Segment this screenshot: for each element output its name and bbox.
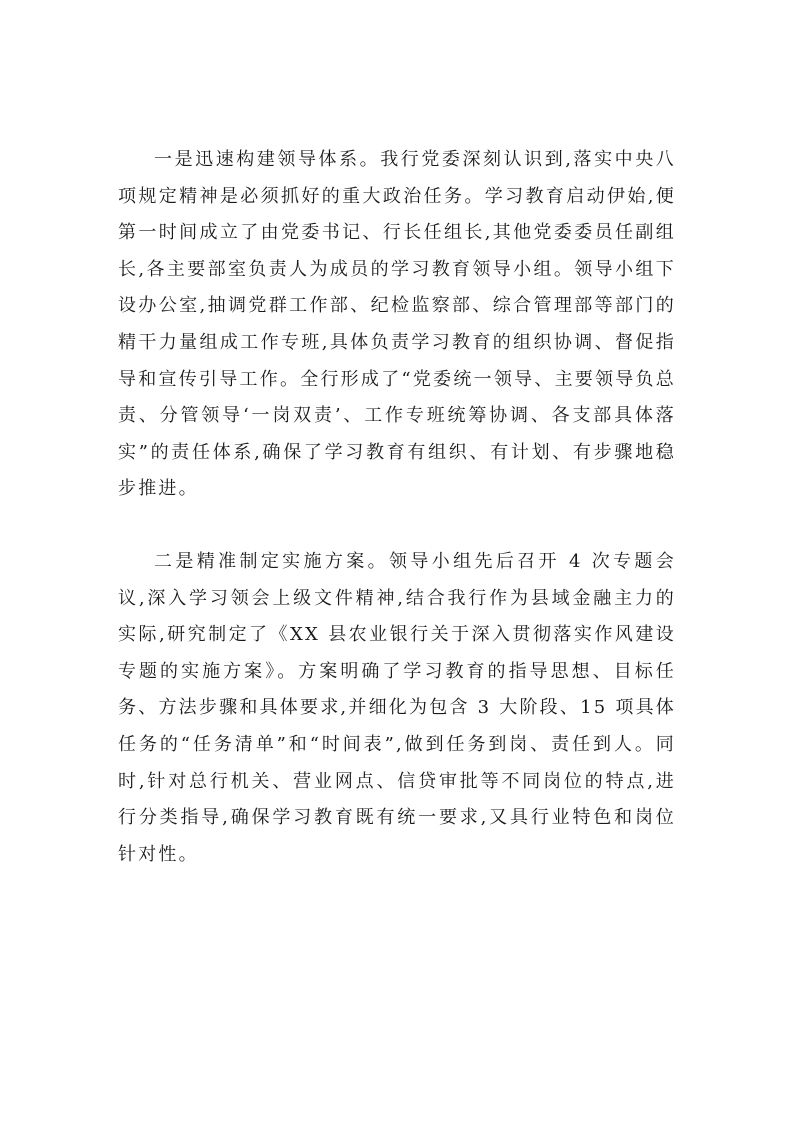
paragraph-implementation-plan: 二是精准制定实施方案。领导小组先后召开 4 次专题会议,深入学习领会上级文件精神,结合我行作为县域金融主力的实际,研究制定了《XX 县农业银行关于深入贯彻落实作风建设专题的实施方案》。方案明确了学习教育的指导思想、目标任务、方法步骤和具体要求,并细化为包含 3 大阶段、15 项具体任务的“任务清单”和“时间表”,做到任务到岗、责任到人。同时,针对总行机关、营业网点、信贷审批等不同岗位的特点,进行分类指导,确保学习教育既有统一要求,又具行业特色和岗位针对性。 <box>118 550 676 865</box>
paragraph-leadership-system: 一是迅速构建领导体系。我行党委深刻认识到,落实中央八项规定精神是必须抓好的重大政治任务。学习教育启动伊始,便第一时间成立了由党委书记、行长任组长,其他党委委员任副组长,各主要部室负责人为成员的学习教育领导小组。领导小组下设办公室,抽调党群工作部、纪检监察部、综合管理部等部门的精干力量组成工作专班,具体负责学习教育的组织协调、督促指导和宣传引导工作。全行形成了“党委统一领导、主要领导负总责、分管领导‘一岗双责’、工作专班统筹协调、各支部具体落实”的责任体系,确保了学习教育有组织、有计划、有步骤地稳步推进。 <box>118 149 676 500</box>
document-body <box>118 142 676 873</box>
